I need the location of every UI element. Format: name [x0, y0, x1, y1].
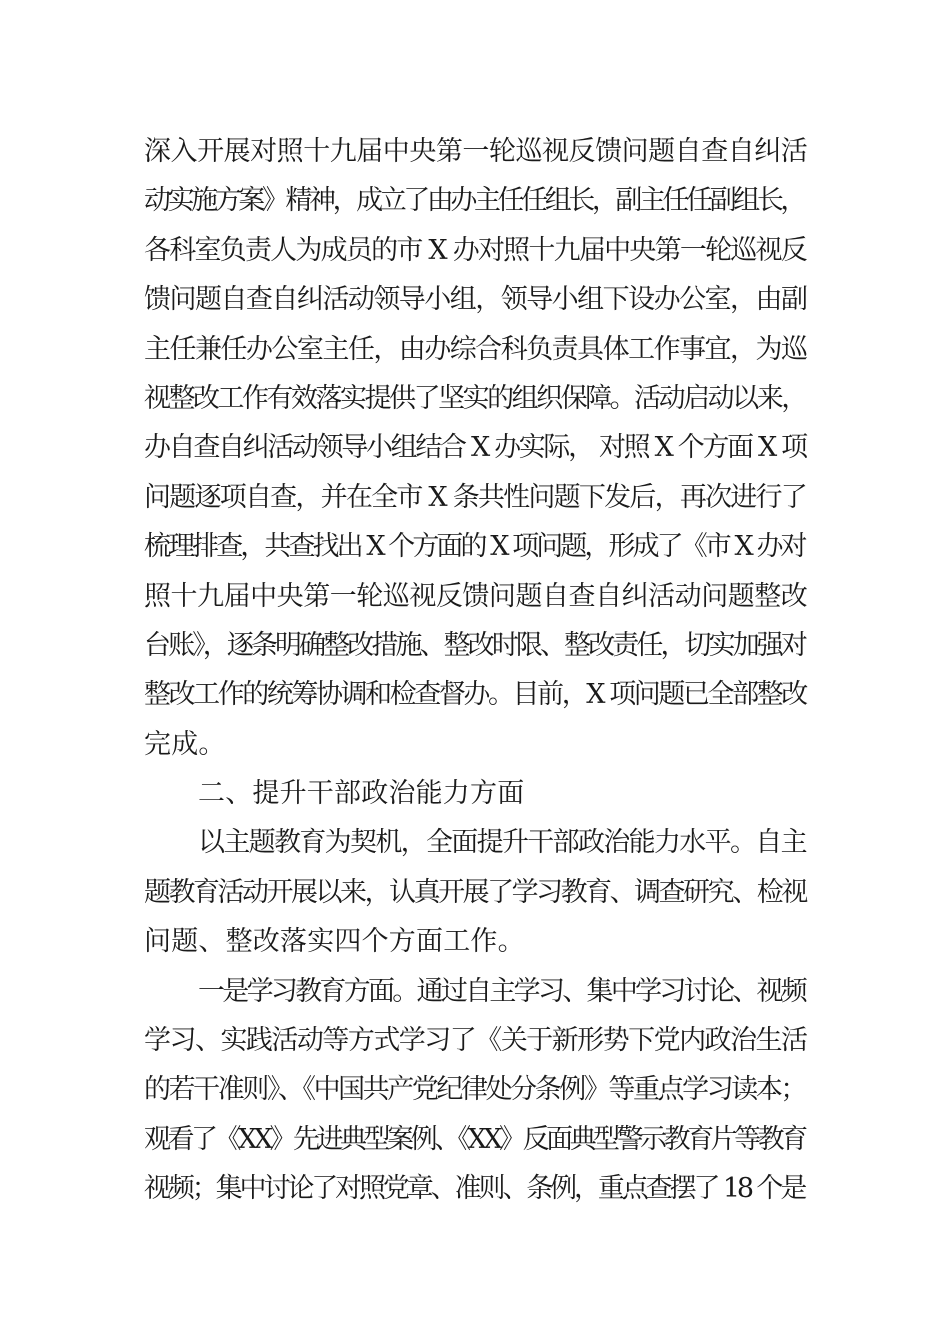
text-line: 观看了《XX》先进典型案例、《XX》反面典型警示教育片等教育	[144, 1123, 805, 1155]
text-line: 深入开展对照十九届中央第一轮巡视反馈问题自查自纠活	[144, 136, 808, 167]
text-line: 梳理排查，共查找出 X 个方面的 X 项问题，形成了《市 X 办对	[144, 531, 805, 563]
text-line: 问题逐项自查，并在全市 X 条共性问题下发后，再次进行了	[144, 481, 807, 513]
text-line: 各科室负责人为成员的市 X 办对照十九届中央第一轮巡视反	[144, 234, 807, 266]
text-line: 馈问题自查自纠活动领导小组，领导小组下设办公室，由副	[144, 284, 807, 316]
text-line: 以主题教育为契机，全面提升干部政治能力水平。自主	[198, 827, 806, 859]
text-line: 的若干准则》、《中国共产党纪律处分条例》等重点学习读本；	[144, 1074, 805, 1106]
text-line: 台账》，逐条明确整改措施、整改时限、整改责任，切实加强对	[144, 629, 805, 661]
text-line: 视整改工作有效落实提供了坚实的组织保障。活动启动以来，	[144, 382, 806, 414]
text-line: 动实施方案》精神，成立了由办主任任组长，副主任任副组长，	[144, 185, 804, 217]
text-line: 照十九届中央第一轮巡视反馈问题自查自纠活动问题整改	[144, 580, 808, 612]
text-line: 整改工作的统筹协调和检查督办。目前，X 项问题已全部整改	[144, 679, 806, 711]
text-line: 学习、实践活动等方式学习了《关于新形势下党内政治生活	[144, 1025, 807, 1057]
document-body	[144, 127, 808, 1214]
text-line: 办自查自纠活动领导小组结合 X 办实际， 对照 X 个方面 X 项	[144, 432, 806, 464]
text-line: 问题、整改落实四个方面工作。	[144, 926, 525, 958]
text-line: 一是学习教育方面。通过自主学习、集中学习讨论、视频	[198, 975, 806, 1007]
text-line: 完成。	[144, 728, 226, 760]
text-line: 主任兼任办公室主任，由办综合科负责具体工作事宜，为巡	[144, 333, 807, 365]
text-line: 视频；集中讨论了对照党章、准则、条例，重点查摆了 18 个是	[144, 1173, 805, 1205]
text-line: 二、提升干部政治能力方面	[198, 778, 525, 810]
text-line: 题教育活动开展以来，认真开展了学习教育、调查研究、检视	[144, 876, 806, 908]
